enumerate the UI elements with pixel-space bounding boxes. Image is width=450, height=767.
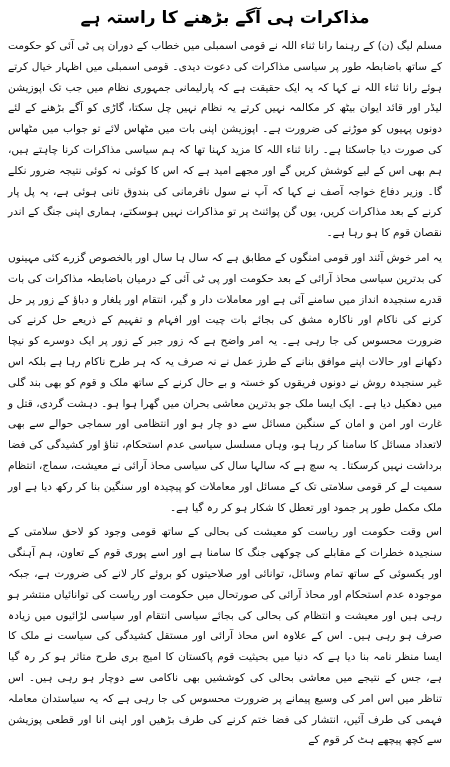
article-paragraph: مسلم لیگ (ن) کے رہنما رانا ثناء اللہ نے قومی اسمبلی میں خطاب کے دوران پی ٹی آئی کو حکومت کے ساتھ باضابطہ طور پر سیاسی مذاکرات کی دعوت دیدی۔ قومی اسمبلی میں اظہار خیال کرتے ہوئے رانا ثناء اللہ نے کہا کہ یہ ایک حقیقت ہے کہ پارلیمانی جمہوری نظام میں جب تک اپوزیشن لیڈر اور قائد ایوان بیٹھ کر مکالمہ نہیں کرتے یہ نظام نہیں چل سکتا، گاڑی کو آگے بڑھنے کے لئے دونوں پہیوں کو موڑنے کی ضرورت ہے۔ اپوزیشن اپنی بات میں مٹھاس لائے تو جواب میں مٹھاس کی صورت دیا جاسکتا ہے۔ رانا ثناء اللہ کا مزید کہنا تھا کہ ہم سیاسی مذاکرات کرنا چاہتے ہیں، ہم بھی اس کے لیے کوشش کریں گے اور مجھے امید ہے کہ اس کا کوئی نہ کوئی نتیجہ ضرور نکلے گا۔ وزیر دفاع خواجہ آصف نے کہا کہ آپ نے سول نافرمانی کی بندوق تانی ہوئی ہے، یہ پل پار کرنے کے بعد مذاکرات کریں، یوں گن پوائنٹ پر تو مذاکرات نہیں ہوسکتے، ہماری اپنی جنگ کے اندر نقصان قوم کا ہو رہا ہے۔ <box>8 40 442 240</box>
article-paragraph: اس وقت حکومت اور ریاست کو معیشت کی بحالی کے ساتھ قومی وجود کو لاحق سلامتی کے سنجیدہ خطرات کے مقابلے کی چوکھی جنگ کا سامنا ہے اور اسے پوری قوم کے تعاون، ہم آہنگی اور یکسوئی کے ساتھ تمام وسائل، توانائی اور صلاحیتوں کو بروئے کار لانے کی ضرورت ہے، جبکہ موجودہ عدم استحکام اور محاذ آرائی کی صورتحال میں حکومت اور ریاست کی توانائیاں منتشر ہو رہی ہیں اور معیشت و انتظام کی بحالی کی بجائے سیاسی انتقام اور سیاسی لڑائیوں میں زیادہ صرف ہو رہی ہیں۔ اس کے علاوہ اس محاذ آرائی اور مستقل کشیدگی کی سیاست نے ملک کا ایسا منظر نامہ بنا دیا ہے کہ دنیا میں بحیثیت قوم پاکستان کا امیج بری طرح متاثر ہو کر رہ گیا ہے، جس کے نتیجے میں معاشی بحالی کی کوششیں بھی ناکامی سے دوچار ہو رہی ہیں۔ اس تناظر میں اس امر کی وسیع پیمانے پر ضرورت محسوس کی جا رہی ہے کہ یہ سیاستدان معاملہ فہمی کی طرف آئیں، انتشار کی فضا ختم کرنے کی طرف بڑھیں اور اپنی انا اور قطعی پوزیشن سے کچھ پیچھے ہٹ کر قوم کے <box>8 526 442 747</box>
article-headline: مذاکرات ہی آگے بڑھنے کا راستہ ہے <box>80 8 370 28</box>
article-paragraph: یہ امر خوش آئند اور قومی امنگوں کے مطابق ہے کہ سال ہا سال اور بالخصوص گزرے کئی مہینوں کی بدترین سیاسی محاذ آرائی کے بعد حکومت اور پی ٹی آئی کے درمیان باضابطہ مذاکرات کی بات قدرے سنجیدہ انداز میں سامنے آئی ہے اور معاملات دار و گیر، انتقام اور یلغار و دباؤ کے زور پر حل کرنے کی ناکام اور ناکارہ مشق کی بجائے بات چیت اور افہام و تفہیم کے ذریعے حل کرنے کی ضرورت محسوس کی جا رہی ہے۔ یہ امر واضح ہے کہ زور جبر کے زور پر ایک دوسرے کو نیچا دکھانے اور حالات اپنے موافق بنانے کے طرز عمل نے نہ صرف یہ کہ ہر طرح ناکام رہا ہے بلکہ اس غیر سنجیدہ روش نے دونوں فریقوں کو خستہ و بے حال کرنے کے ساتھ ملک و قوم کو بھی بند گلی میں دھکیل دیا ہے۔ ایک ایسا ملک جو بدترین معاشی بحران میں گھرا ہوا ہو۔ دہشت گردی، قتل و غارت اور امن و امان کے سنگین مسائل سے دو چار ہو اور انتظامی اور سماجی حوالے سے بھی لاتعداد مسائل کا سامنا کر رہا ہو، وہاں مسلسل سیاسی عدم استحکام، تناؤ اور کشیدگی کی فضا برداشت نہیں کرسکتا۔ یہ سچ ہے کہ سالہا سال کی سیاسی محاذ آرائی نے معیشت، سماج، انتظام سمیت لے کر قومی سلامتی تک کے مسائل اور معاملات کو پیچیدہ اور سنگین بنا کر رکھ دیا ہے اور ملک مکمل طور پر جمود اور تعطل کا شکار ہو کر رہ گیا ہے۔ <box>8 251 442 514</box>
article <box>8 4 442 763</box>
